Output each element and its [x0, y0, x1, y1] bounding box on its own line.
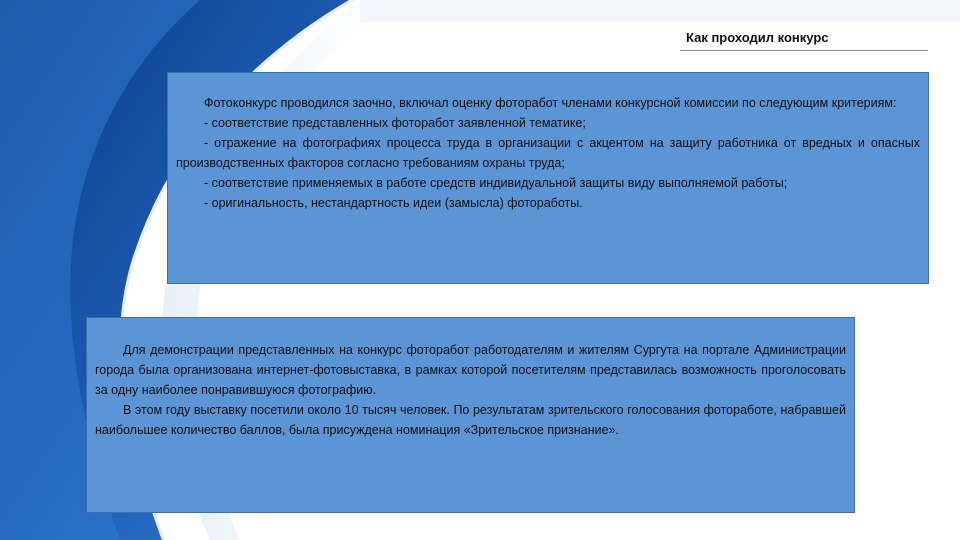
slide-title: Как проходил конкурс	[686, 30, 829, 45]
exhibition-paragraph: Для демонстрации представленных на конкурс фоторабот работодателям и жителям Сургута на портале Администрации города была организована интернет-фотовыставка, в рамках которой посетителям представилась возможность проголосовать за одну наиболее понравившуюся фотографию.	[95, 343, 846, 397]
exhibition-box	[86, 317, 855, 513]
criteria-item: - соответствие применяемых в работе средств индивидуальной защиты виду выполняемой работы;	[204, 176, 788, 190]
criteria-item: - оригинальность, нестандартность идеи (замысла) фотоработы.	[204, 196, 583, 210]
criteria-item: - отражение на фотографиях процесса труда в организации с акцентом на защиту работника от вредных и опасных производственных факторов согласно требованиям охраны труда;	[176, 136, 920, 170]
criteria-item: - соответствие представленных фоторабот заявленной тематике;	[204, 116, 586, 130]
title-container	[680, 30, 928, 51]
criteria-box	[167, 72, 929, 284]
criteria-intro: Фотоконкурс проводился заочно, включал оценку фоторабот членами конкурсной комиссии по следующим критериям:	[204, 96, 897, 110]
results-paragraph: В этом году выставку посетили около 10 тысяч человек. По результатам зрительского голосования фотоработе, набравшей наибольшее количество баллов, была присуждена номинация «Зрительское признание».	[95, 403, 846, 437]
